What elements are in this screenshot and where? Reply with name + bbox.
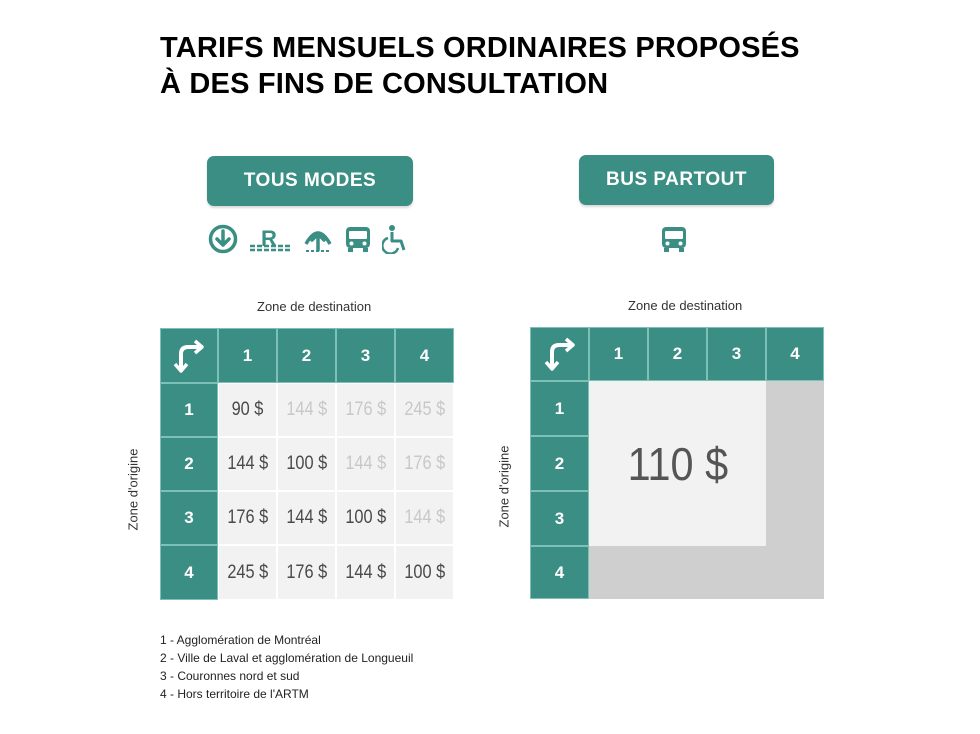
col-header: 3 xyxy=(336,328,395,383)
bus-partout-price: 110 $ xyxy=(627,437,728,490)
bus-partout-axis-destination: Zone de destination xyxy=(628,298,743,313)
metro-icon xyxy=(208,224,238,254)
row-header: 1 xyxy=(160,383,218,437)
col-header: 4 xyxy=(395,328,454,383)
bus-partout-badge: BUS PARTOUT xyxy=(579,155,774,205)
fare-cell: 144 $ xyxy=(277,491,336,545)
col-header: 2 xyxy=(648,327,707,381)
legend-item: 3 - Couronnes nord et sud xyxy=(160,669,300,683)
row-header: 3 xyxy=(160,491,218,545)
fare-cell: 176 $ xyxy=(395,437,454,491)
bus-partout-axis-origin: Zone d'origine xyxy=(496,445,512,528)
svg-text:R: R xyxy=(261,226,277,251)
row-header: 2 xyxy=(530,436,589,491)
accessibility-icon xyxy=(382,224,408,254)
row-header: 3 xyxy=(530,491,589,546)
fare-cell: 144 $ xyxy=(277,383,336,437)
page-title xyxy=(160,30,800,102)
tous-modes-badge: TOUS MODES xyxy=(207,156,413,206)
tous-modes-axis-origin: Zone d'origine xyxy=(125,448,141,531)
legend-item: 2 - Ville de Laval et agglomération de Longueuil xyxy=(160,651,414,665)
bus-icon xyxy=(660,224,688,254)
fare-cell: 245 $ xyxy=(218,545,277,600)
col-header: 4 xyxy=(766,327,824,381)
bus-partout-price-cell xyxy=(589,381,766,546)
title-line-1: TARIFS MENSUELS ORDINAIRES PROPOSÉS xyxy=(160,32,800,64)
legend-item: 4 - Hors territoire de l'ARTM xyxy=(160,687,309,701)
zone-legend xyxy=(160,631,413,703)
row-header: 1 xyxy=(530,381,589,436)
bus-icon xyxy=(344,224,372,254)
corner-arrow-icon xyxy=(160,328,218,383)
out-of-zone-cell xyxy=(589,546,766,599)
bus-partout-icons xyxy=(660,224,688,254)
fare-cell: 176 $ xyxy=(218,491,277,545)
train-icon xyxy=(248,224,292,254)
row-header: 4 xyxy=(530,546,589,599)
out-of-zone-cell xyxy=(766,381,824,599)
corner-arrow-icon xyxy=(530,327,589,381)
fare-cell: 144 $ xyxy=(336,545,395,600)
tous-modes-table xyxy=(160,328,454,600)
fare-cell: 176 $ xyxy=(336,383,395,437)
fare-cell: 100 $ xyxy=(277,437,336,491)
tous-modes-axis-destination: Zone de destination xyxy=(257,299,372,314)
row-header: 2 xyxy=(160,437,218,491)
tous-modes-icons xyxy=(208,224,408,254)
rem-icon xyxy=(302,224,334,254)
row-header: 4 xyxy=(160,545,218,600)
fare-cell: 144 $ xyxy=(336,437,395,491)
fare-cell: 144 $ xyxy=(218,437,277,491)
fare-cell: 176 $ xyxy=(277,545,336,600)
col-header: 1 xyxy=(589,327,648,381)
fare-cell: 100 $ xyxy=(336,491,395,545)
fare-cell: 144 $ xyxy=(395,491,454,545)
title-line-2: À DES FINS DE CONSULTATION xyxy=(160,68,609,100)
fare-cell: 100 $ xyxy=(395,545,454,600)
col-header: 1 xyxy=(218,328,277,383)
col-header: 3 xyxy=(707,327,766,381)
col-header: 2 xyxy=(277,328,336,383)
bus-partout-table xyxy=(530,327,824,599)
fare-cell: 245 $ xyxy=(395,383,454,437)
legend-item: 1 - Agglomération de Montréal xyxy=(160,633,321,647)
fare-cell: 90 $ xyxy=(218,383,277,437)
